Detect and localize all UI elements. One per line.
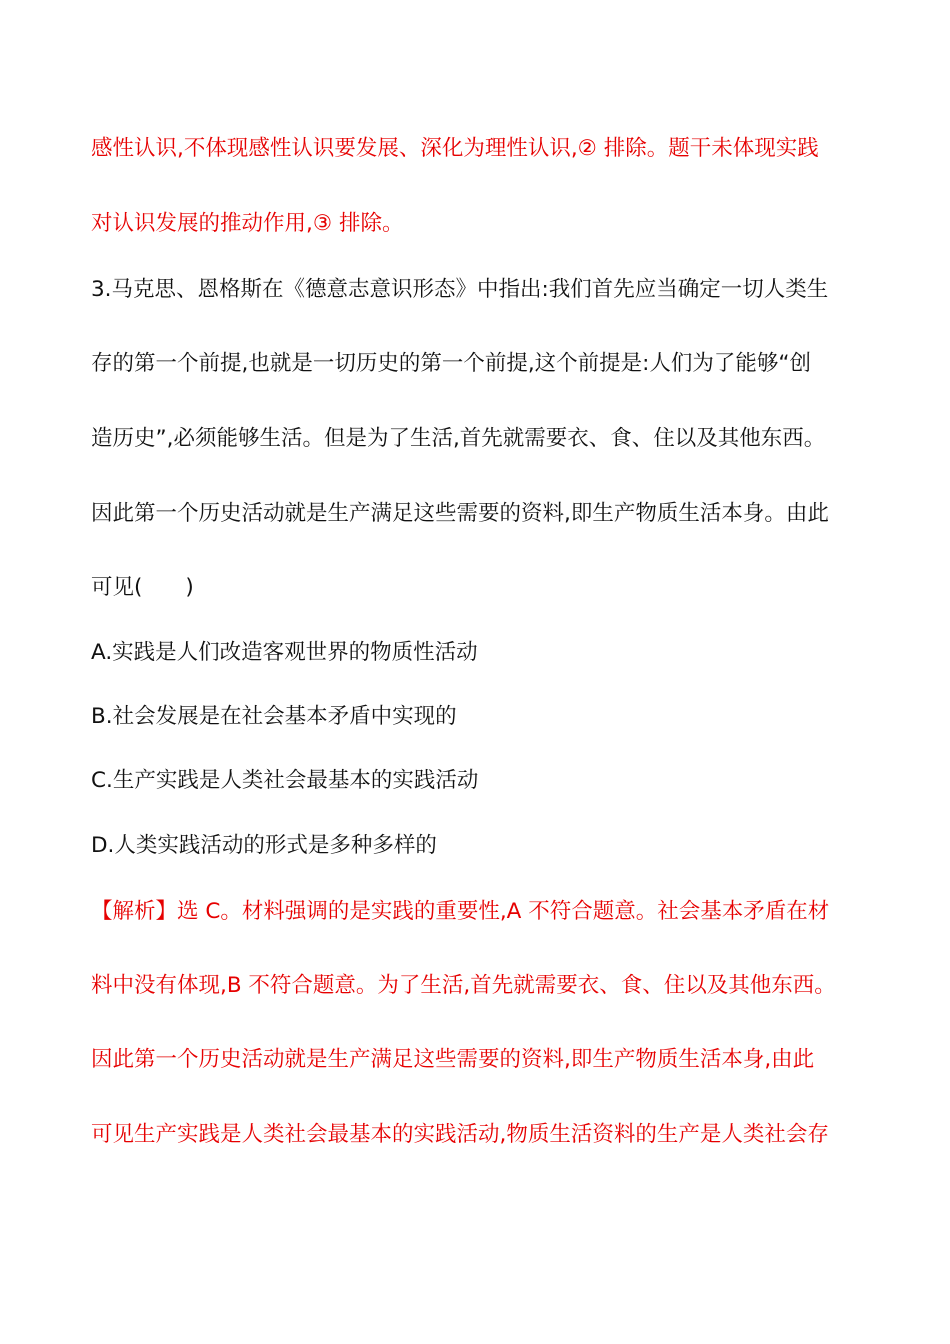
- option-d: D.人类实践活动的形式是多种多样的: [91, 833, 437, 858]
- analysis-line-3: 因此第一个历史活动就是生产满足这些需要的资料,即生产物质生活本身,由此: [91, 1047, 815, 1072]
- prev-answer-line-1: 感性认识,不体现感性认识要发展、深化为理性认识,② 排除。题干未体现实践: [91, 136, 819, 161]
- analysis-line-2: 料中没有体现,B 不符合题意。为了生活,首先就需要衣、食、住以及其他东西。: [91, 973, 836, 998]
- question-line-5: 可见( ): [91, 575, 194, 600]
- option-a: A.实践是人们改造客观世界的物质性活动: [91, 640, 478, 665]
- prev-answer-line-2: 对认识发展的推动作用,③ 排除。: [91, 211, 404, 236]
- question-line-2: 存的第一个前提,也就是一切历史的第一个前提,这个前提是:人们为了能够“创: [91, 351, 812, 376]
- question-line-1: 3.马克思、恩格斯在《德意志意识形态》中指出:我们首先应当确定一切人类生: [91, 277, 829, 302]
- question-line-4: 因此第一个历史活动就是生产满足这些需要的资料,即生产物质生活本身。由此: [91, 501, 829, 526]
- analysis-line-4: 可见生产实践是人类社会最基本的实践活动,物质生活资料的生产是人类社会存: [91, 1122, 829, 1147]
- analysis-line-1: 【解析】选 C。材料强调的是实践的重要性,A 不符合题意。社会基本矛盾在材: [91, 899, 830, 924]
- option-b: B.社会发展是在社会基本矛盾中实现的: [91, 704, 457, 729]
- option-c: C.生产实践是人类社会最基本的实践活动: [91, 768, 479, 793]
- question-line-3: 造历史”,必须能够生活。但是为了生活,首先就需要衣、食、住以及其他东西。: [91, 426, 826, 451]
